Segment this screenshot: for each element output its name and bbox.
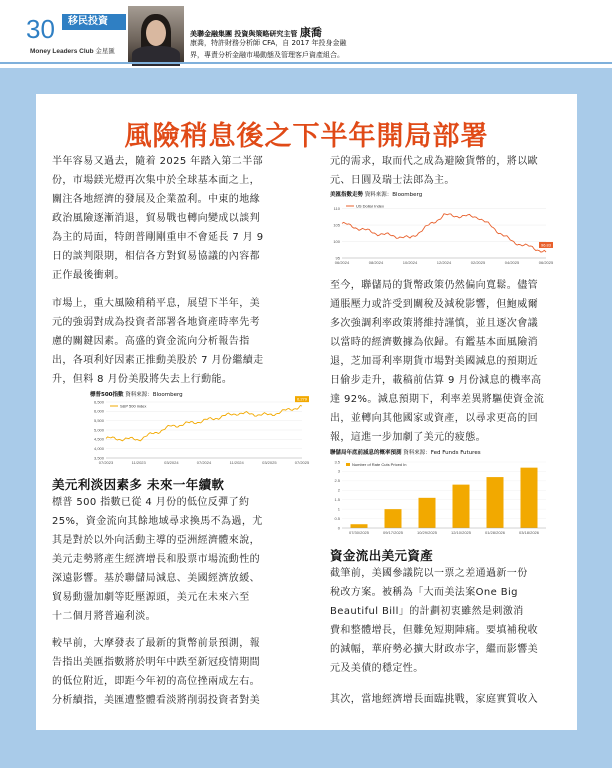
text-line: 分析續指，美匯遭整體看淡將削弱投資者對美 xyxy=(52,695,260,706)
tick-label: 1 xyxy=(337,506,340,512)
tick-label: 12/10/2025 xyxy=(450,530,472,535)
bar xyxy=(351,524,368,528)
tick-label: 0.5 xyxy=(334,515,340,521)
dxy-chart-svg xyxy=(330,200,552,272)
tick-label: 100 xyxy=(333,238,340,244)
text-line: 其是對於以外向活動主導的亞洲經濟體來說， xyxy=(52,535,260,546)
tick-label: 06/2025 xyxy=(538,260,554,265)
page-header xyxy=(0,0,612,68)
tick-label: 105 xyxy=(333,222,340,228)
author-bio-line-1: 康喬，特許財務分析師 CFA，自 2017 年投身金融 xyxy=(190,39,347,47)
tick-label: 4,000 xyxy=(93,445,104,451)
tick-label: 1.5 xyxy=(334,497,340,503)
dxy-chart-title: 美匯指數走勢 資料來源：Bloomberg xyxy=(330,192,423,198)
text-line: 標普 500 指數已從 4 月份的低位反彈了約 xyxy=(52,497,250,508)
left-paragraph-3 xyxy=(52,493,292,626)
last-value-label: 96.83 xyxy=(540,242,552,248)
text-line: 多次強調利率政策將維持謹慎，並且逐次會議 xyxy=(330,318,538,329)
sp500-chart-title: 標普500指數 資料來源：Bloomberg xyxy=(90,392,183,398)
text-line: 25%，資金流向其餘地域尋求換馬不為過，尤 xyxy=(52,516,263,527)
author-name: 康喬 xyxy=(299,26,322,39)
sp500-chart-svg xyxy=(90,396,310,472)
text-line: 日偷步走升，載稿前估算 9 月份減息的機率高 xyxy=(330,375,542,386)
tick-label: 09/17/2025 xyxy=(382,530,404,535)
text-line: 關注各地經濟的發展及企業盈利。中東的地緣 xyxy=(52,194,260,205)
author-role: 美聯金融集團 投資與策略研究主管 xyxy=(190,30,298,38)
tick-label: 6,000 xyxy=(93,408,104,414)
bar xyxy=(521,468,538,528)
text-line: 的低位附近，即距今年初的高位挫兩成左右。 xyxy=(52,676,260,687)
tick-label: 07/2025 xyxy=(294,460,310,465)
text-line: 元的強弱對成為投資者部署各地資產時率先考 xyxy=(52,317,260,328)
text-line: 較早前，大摩發表了最新的貨幣前景預測，報 xyxy=(52,638,260,649)
sp500-chart xyxy=(90,390,308,472)
tick-label: 10/29/2025 xyxy=(416,530,438,535)
tick-label: 3.5 xyxy=(334,459,340,465)
tick-label: 03/18/2026 xyxy=(518,530,540,535)
legend-label: Number of Rate Cuts Priced In xyxy=(352,462,407,467)
right-subhead-2-block xyxy=(330,546,570,565)
tick-label: 12/2024 xyxy=(436,260,452,265)
dxy-chart xyxy=(330,190,552,272)
left-paragraph-4 xyxy=(52,634,292,710)
tick-label: 03/2024 xyxy=(164,460,179,465)
text-line: 正作最後衝刺。 xyxy=(52,270,125,281)
author-bio-line-2: 界，專責分析金融市場動態及管理客戶資產組合。 xyxy=(190,51,344,59)
tick-label: 11/2024 xyxy=(229,460,244,465)
rate-cuts-chart xyxy=(330,448,552,542)
text-line: 為主的局面，特朗普剛剛重申不會延長 7 月 9 xyxy=(52,232,264,243)
text-line: 元的需求，取而代之成為避險貨幣的，將以歐 xyxy=(330,156,538,167)
bar xyxy=(487,477,504,528)
tick-label: 03/2025 xyxy=(262,460,277,465)
rate-cuts-chart-svg xyxy=(330,458,552,542)
tick-label: 3 xyxy=(337,468,340,474)
tick-label: 07/2023 xyxy=(98,460,114,465)
left-subhead-1-block xyxy=(52,475,292,494)
subhead-usd-weak: 美元利淡因素多 未來一年續軟 xyxy=(52,477,225,492)
text-line: 元、日圓及瑞士法郎為主。 xyxy=(330,175,455,186)
tick-label: 08/2024 xyxy=(368,260,384,265)
text-line: 達 92%。減息預期下，利率差異將驅使資金流 xyxy=(330,394,545,405)
tick-label: 110 xyxy=(333,205,340,211)
author-photo xyxy=(128,6,184,62)
tick-label: 95 xyxy=(335,255,340,261)
rate-cuts-chart-title: 聯儲局年底前減息的概率預測 資料來源：Fed Funds Futures xyxy=(330,450,481,456)
club-name-en: Money Leaders Club xyxy=(30,48,94,55)
right-paragraph-1 xyxy=(330,152,570,190)
tick-label: 4,500 xyxy=(93,436,104,442)
last-value-label: 6,279 xyxy=(296,396,308,402)
bar xyxy=(385,509,402,528)
tick-label: 10/2024 xyxy=(402,260,418,265)
tick-label: 06/2024 xyxy=(334,260,350,265)
legend-swatch xyxy=(346,463,350,466)
section-label: 移民投資 xyxy=(62,14,126,30)
club-name-zh: 金星匯 xyxy=(95,48,115,55)
text-line: 貿易動盪加劇等貶壓源頭，美元在未來六至 xyxy=(52,592,250,603)
right-paragraph-2 xyxy=(330,276,570,447)
series-line xyxy=(106,405,302,440)
tick-label: 0 xyxy=(337,525,340,531)
article-title: 風險稍息後之下半年開局部署 xyxy=(124,121,489,152)
series-line xyxy=(342,214,546,252)
left-paragraph-2 xyxy=(52,294,292,389)
right-paragraph-4 xyxy=(330,690,570,709)
text-line: Beautiful Bill」的計劃初衷雖然是刺激消 xyxy=(330,606,524,617)
text-line: 半年容易又過去，隨着 2025 年踏入第二半部 xyxy=(52,156,264,167)
text-line: 至今，聯儲局的貨幣政策仍然偏向寬鬆。儘管 xyxy=(330,280,538,291)
right-paragraph-3 xyxy=(330,564,570,678)
text-line: 的減幅，華府勢必擴大財政赤字，繼而影響美 xyxy=(330,644,538,655)
text-line: 慮的關鍵因素。高盛的資金流向分析報告指 xyxy=(52,336,250,347)
text-line: 截筆前，美國參議院以一票之差通過新一份 xyxy=(330,568,528,579)
page-number: 30 xyxy=(26,14,55,44)
tick-label: 5,500 xyxy=(93,417,104,423)
text-line: 升，但料 8 月份美股將失去上行動能。 xyxy=(52,374,233,385)
bar xyxy=(453,485,470,528)
tick-label: 01/28/2026 xyxy=(484,530,506,535)
text-line: 市場上，重大風險稍稍平息，展望下半年，美 xyxy=(52,298,260,309)
text-line: 稅改方案。被稱為「大而美法案One Big xyxy=(330,587,518,598)
text-line: 出，各項利好因素正推動美股於 7 月份繼續走 xyxy=(52,355,264,366)
text-line: 日的談判限期，相信各方對貿易協議的內容都 xyxy=(52,251,260,262)
text-line: 費和整體增長，但難免短期陣痛。要填補稅收 xyxy=(330,625,538,636)
text-line: 份，市場鎂光燈再次集中於全球基本面之上， xyxy=(52,175,260,186)
text-line: 以當時的經濟數據為依歸。有鑑基本面風險消 xyxy=(330,337,538,348)
bar xyxy=(419,498,436,528)
left-paragraph-1 xyxy=(52,152,292,285)
tick-label: 2 xyxy=(337,487,340,493)
tick-label: 04/2025 xyxy=(504,260,520,265)
subhead-capital-outflow: 資金流出美元資產 xyxy=(330,548,434,563)
text-line: 美元走勢將產生經濟增長和股票市場流動性的 xyxy=(52,554,260,565)
tick-label: 11/2023 xyxy=(131,460,146,465)
text-line: 其次，當地經濟增長面臨挑戰，家庭實質收入 xyxy=(330,694,538,705)
tick-label: 5,000 xyxy=(93,427,104,433)
tick-label: 3,500 xyxy=(93,455,104,461)
text-line: 報，這進一步加劇了美元的疲態。 xyxy=(330,432,486,443)
legend-label: US Dollar Index xyxy=(356,203,385,209)
text-line: 通脹壓力或許受到關稅及減稅影響，但鮑威爾 xyxy=(330,299,538,310)
text-line: 政治風險逐漸消退，貿易戰也轉向變成以談判 xyxy=(52,213,260,224)
tick-label: 07/30/2025 xyxy=(348,530,370,535)
tick-label: 6,500 xyxy=(93,399,104,405)
text-line: 出，並轉向其他國家或資產，以尋求更高的回 xyxy=(330,413,538,424)
text-line: 元及美債的穩定性。 xyxy=(330,663,424,674)
club-name xyxy=(30,46,115,55)
text-line: 退，芝加哥利率期貨市場對美國減息的預期近 xyxy=(330,356,538,367)
tick-label: 02/2025 xyxy=(470,260,486,265)
text-line: 深遠影響。基於聯儲局減息、美國經濟放緩、 xyxy=(52,573,260,584)
text-line: 告指出美匯指數將於明年中跌至新冠疫情期間 xyxy=(52,657,260,668)
text-line: 十二個月將普遍利淡。 xyxy=(52,611,156,622)
header-divider xyxy=(0,62,612,64)
tick-label: 07/2024 xyxy=(196,460,212,465)
legend-label: S&P 500 index xyxy=(120,403,147,409)
tick-label: 2.5 xyxy=(334,478,340,484)
